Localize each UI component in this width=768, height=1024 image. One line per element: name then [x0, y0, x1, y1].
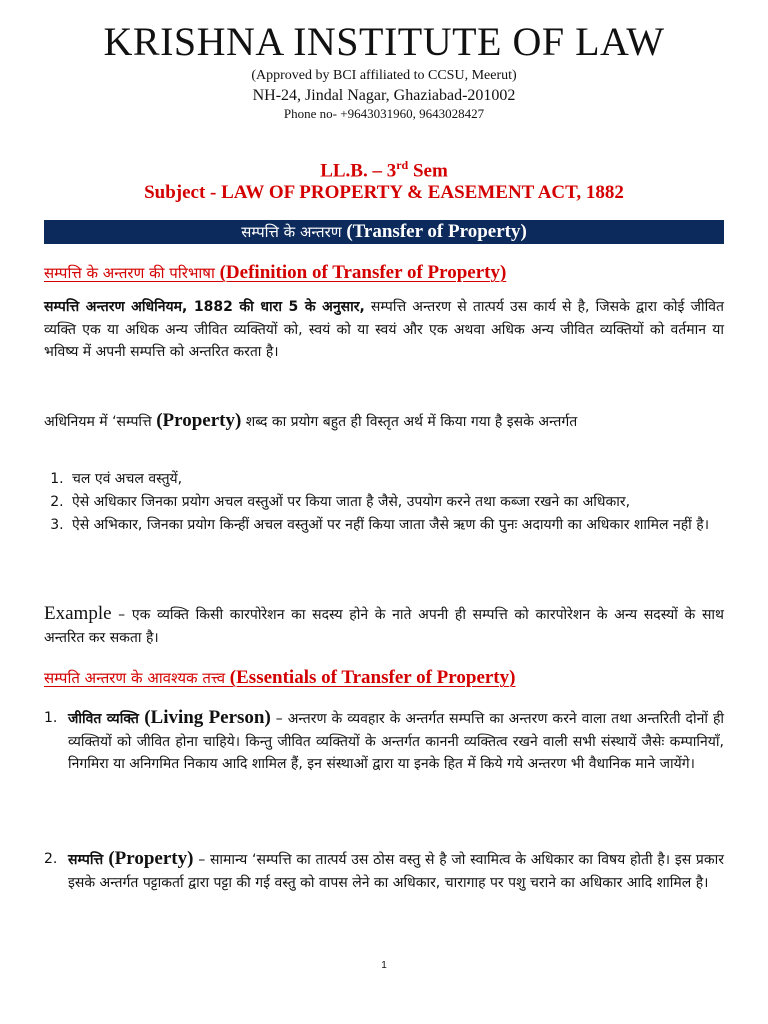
approval-line: (Approved by BCI affiliated to CCSU, Meerut): [251, 68, 517, 83]
example-label: Example: [44, 603, 112, 624]
definition-text: सम्पत्ति अन्तरण से तात्पर्य उस कार्य से है, जिसके द्वारा कोई जीवित व्यक्ति एक या अधिक अन्य जीवित व्यक्तियों को, स्वयं को या स्वयं और एक अथवा अधिक अन्य जीवित व्यक्तियों को वर्तमान या भविष्य में अपनी सम्पत्ति को अन्तरित करता है।: [44, 299, 724, 360]
subject-title: Subject - LAW OF PROPERTY & EASEMENT ACT, 1882: [144, 182, 624, 203]
example-paragraph: [44, 603, 724, 649]
list-item: 2. ऐसे अधिकार जिनका प्रयोग अचल वस्तुओं पर किया जाता है जैसे, उपयोग करने तथा कब्जा रखने का अधिकार,: [68, 491, 748, 514]
property-paragraph: [44, 410, 724, 434]
course-suffix: Sem: [408, 160, 448, 182]
definition-heading-english: (Definition of Transfer of Property): [219, 262, 507, 283]
section-reference: सम्पत्ति अन्तरण अधिनियम, 1882 की धारा 5 के अनुसार,: [44, 299, 365, 315]
list-item: 3. ऐसे अभिकार, जिनका प्रयोग किन्हीं अचल वस्तुओं पर नहीं किया जाता जैसे ऋण की पुनः अदायगी का अधिकार शामिल नहीं है।: [68, 514, 748, 537]
essential-item-living-person: [44, 707, 724, 776]
essentials-heading-english: (Essentials of Transfer of Property): [229, 667, 516, 688]
essentials-heading: [44, 666, 724, 690]
item-title-hindi: सम्पत्ति: [68, 852, 109, 868]
item-body: [68, 707, 724, 776]
institute-name: KRISHNA INSTITUTE OF LAW: [103, 19, 665, 64]
item-title-english: (Living Person): [144, 707, 271, 728]
banner-hindi: सम्पत्ति के अन्तरण: [241, 223, 347, 241]
banner-english: (Transfer of Property): [346, 221, 527, 242]
list-item: 1. चल एवं अचल वस्तुयें,: [68, 468, 748, 491]
phone-line: Phone no- +9643031960, 9643028427: [283, 106, 485, 121]
item-title-hindi: जीवित व्यक्ति: [68, 711, 145, 727]
definition-heading: [44, 261, 724, 285]
definition-paragraph: [44, 296, 724, 364]
property-rest: शब्द का प्रयोग बहुत ही विस्तृत अर्थ में किया गया है इसके अन्तर्गत: [241, 414, 578, 430]
item-text: – अन्तरण के व्यवहार के अन्तर्गत सम्पत्ति का अन्तरण करने वाला तथा अन्तरिती दोनों ही व्यक्तियों को जीवित होना चाहिये। किन्तु जीवित व्यक्तियों के अन्तर्गत काननी व्यक्तित्व रखने वाली सभी संस्थायें जैसेः कम्पानियाँ, निगमिरा या अनिगमित निकाय आदि शामिल हैं, इन संस्थाओं द्वारा या इनके हित में किये गये अन्तरण भी वैधानिक माने जायेंगे।: [68, 711, 724, 773]
property-list: [44, 468, 748, 537]
page-number: 1: [381, 960, 387, 971]
essential-item-property: [44, 848, 724, 894]
item-title-english: (Property): [108, 848, 194, 869]
property-intro: अधिनियम में ‘सम्पत्ति: [44, 414, 157, 430]
item-body: [68, 848, 724, 894]
section-banner: [44, 220, 724, 244]
course-sup: rd: [396, 158, 409, 172]
item-text: – सामान्य ‘सम्पत्ति का तात्पर्य उस ठोस वस्तु से है जो स्वामित्व के अधिकार का विषय होती है। इस प्रकार इसके अन्तर्गत पट्टाकर्ता द्वारा पट्टा की गई वस्तु को वापस लेने का अधिकार, चारागाह पर पशु चराने का अधिकार आदि शामिल है।: [68, 852, 724, 891]
course-title: [0, 154, 768, 182]
address-line: NH-24, Jindal Nagar, Ghaziabad-201002: [252, 87, 516, 104]
definition-heading-hindi: सम्पत्ति के अन्तरण की परिभाषा: [44, 264, 220, 282]
essentials-heading-hindi: सम्पति अन्तरण के आवश्यक तत्त्व: [44, 669, 230, 687]
item-number: 1.: [44, 710, 58, 726]
example-text: – एक व्यक्ति किसी कारपोरेशन का सदस्य होने के नाते अपनी ही सम्पत्ति को कारपोरेशन के अन्य सदस्यों के साथ अन्तरित कर सकता है।: [44, 607, 724, 646]
course-prefix: LL.B. – 3: [320, 160, 397, 182]
property-term: (Property): [156, 410, 242, 431]
item-number: 2.: [44, 851, 58, 867]
